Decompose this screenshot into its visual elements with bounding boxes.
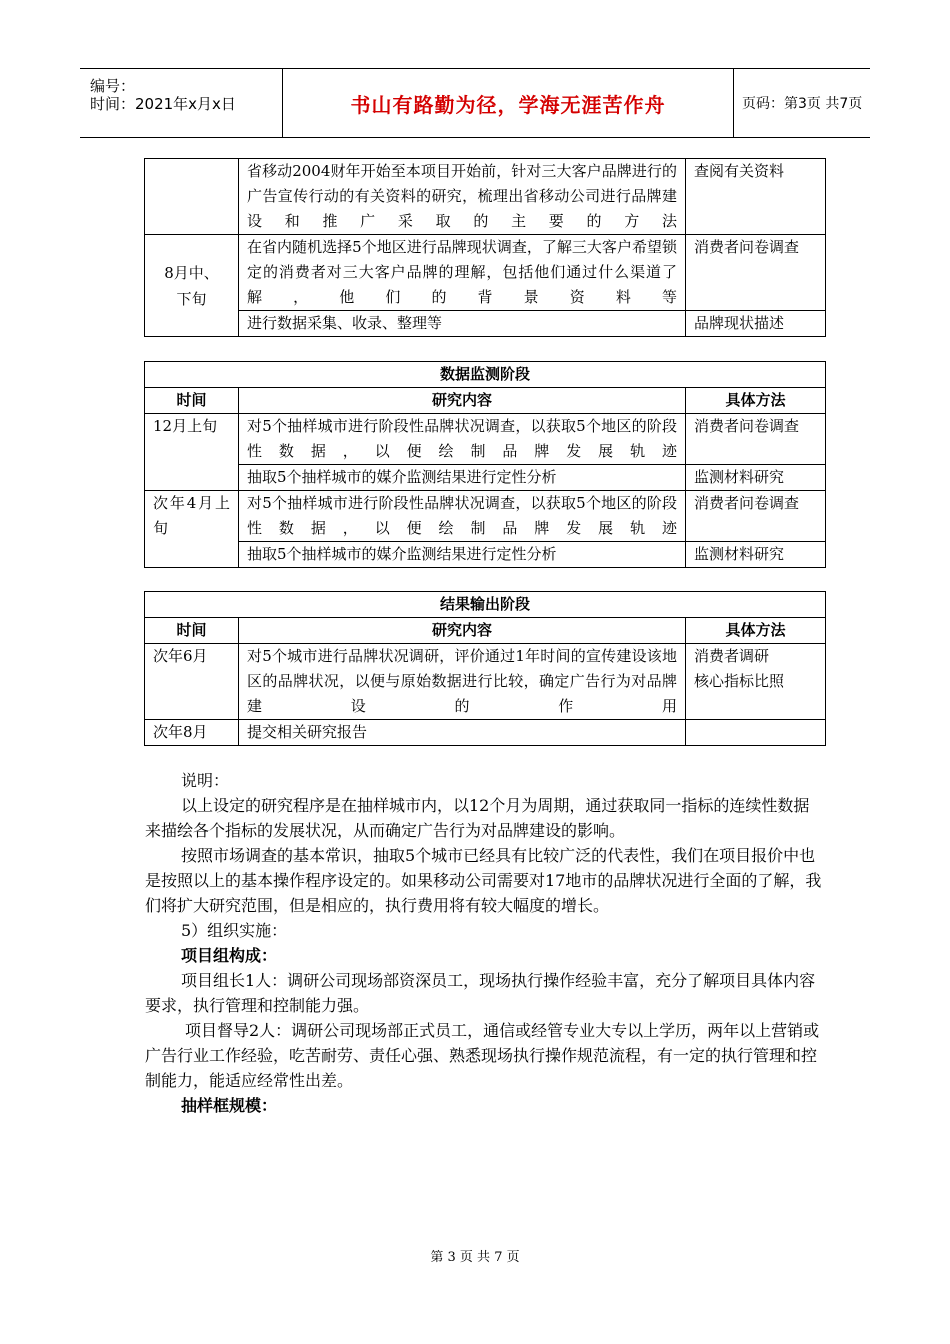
- table-row: [145, 644, 826, 720]
- content-cell: 抽取5个抽样城市的媒介监测结果进行定性分析: [239, 542, 686, 568]
- time-text: 8月中、下旬: [164, 263, 219, 308]
- page-footer: 第 3 页 共 7 页: [430, 1250, 520, 1265]
- content-cell: 对5个抽样城市进行阶段性品牌状况调查，以获取5个地区的阶段性数据，以便绘制品牌发展轨迹: [239, 491, 686, 542]
- col-header-content: 研究内容: [239, 388, 686, 414]
- header-page-cell: [734, 69, 870, 137]
- phase-title: 结果输出阶段: [145, 592, 826, 618]
- time-cell: 次年4月上旬: [145, 491, 239, 568]
- time-cell: 次年6月: [145, 644, 239, 720]
- header-info-cell: [80, 69, 283, 137]
- col-header-time: 时间: [145, 388, 239, 414]
- paragraph: 项目组长1人：调研公司现场部资深员工，现场执行操作经验丰富，充分了解项目具体内容要求，执行管理和控制能力强。: [145, 971, 816, 1015]
- section-heading: 5）组织实施：: [181, 921, 288, 940]
- header-motto-cell: [283, 69, 734, 137]
- phase-title: 数据监测阶段: [145, 362, 826, 388]
- content-cell: 抽取5个抽样城市的媒介监测结果进行定性分析: [239, 465, 686, 491]
- team-heading: 项目组构成：: [181, 946, 278, 965]
- paragraph: 项目督导2人：调研公司现场部正式员工，通信或经管专业大专以上学历，两年以上营销或广告行业工作经验，吃苦耐劳、责任心强、熟悉现场执行操作规范流程，有一定的执行管理和控制能力，能适应经常性出差。: [145, 1021, 820, 1090]
- note-title: 说明：: [181, 771, 230, 790]
- table-row: [145, 720, 826, 746]
- table-row: [145, 542, 826, 568]
- method-line: 核心指标比照: [694, 672, 785, 690]
- col-header-content: 研究内容: [239, 618, 686, 644]
- col-header-method: 具体方法: [686, 388, 826, 414]
- content-cell: 对5个城市进行品牌状况调研，评价通过1年时间的宣传建设该地区的品牌状况，以便与原始数据进行比较，确定广告行为对品牌建设的作用: [239, 644, 686, 720]
- research-plan-table-continued: [144, 158, 826, 337]
- data-monitoring-table: [144, 361, 826, 568]
- table-row: [145, 235, 826, 311]
- content-cell: 在省内随机选择5个地区进行品牌现状调查，了解三大客户希望锁定的消费者对三大客户品牌的理解，包括他们通过什么渠道了解，他们的背景资料等: [239, 235, 686, 311]
- method-cell: [686, 644, 826, 720]
- table-row: [145, 414, 826, 465]
- method-cell: 消费者问卷调查: [686, 491, 826, 542]
- page-label: 页码：第3页 共7页: [742, 96, 863, 112]
- content-cell: 提交相关研究报告: [239, 720, 686, 746]
- time-cell: 次年8月: [145, 720, 239, 746]
- col-header-method: 具体方法: [686, 618, 826, 644]
- method-cell: 品牌现状描述: [686, 311, 826, 337]
- col-header-time: 时间: [145, 618, 239, 644]
- result-output-table: [144, 591, 826, 746]
- time-cell: 12月上旬: [145, 414, 239, 491]
- method-cell: 查阅有关资料: [686, 159, 826, 235]
- table-header-row: [145, 618, 826, 644]
- method-cell: [686, 720, 826, 746]
- time-cell: [145, 235, 239, 337]
- table-row: [145, 465, 826, 491]
- date-label: 时间：2021年x月x日: [90, 95, 236, 113]
- content-cell: 省移动2004财年开始至本项目开始前，针对三大客户品牌进行的广告宣传行动的有关资料的研究，梳理出省移动公司进行品牌建设和推广采取的主要的方法: [239, 159, 686, 235]
- page-header: [80, 68, 870, 138]
- content-cell: 进行数据采集、收录、整理等: [239, 311, 686, 337]
- method-line: 消费者调研: [694, 647, 770, 665]
- sampling-heading: 抽样框规模：: [181, 1096, 278, 1115]
- table-row: [145, 491, 826, 542]
- paragraph: 以上设定的研究程序是在抽样城市内，以12个月为周期，通过获取同一指标的连续性数据来描绘各个指标的发展状况，从而确定广告行为对品牌建设的影响。: [145, 796, 810, 840]
- method-cell: 消费者问卷调查: [686, 235, 826, 311]
- table-row: [145, 311, 826, 337]
- motto: 书山有路勤为径，学海无涯苦作舟: [350, 92, 666, 117]
- number-label: 编号：: [90, 77, 136, 95]
- table-row: [145, 159, 826, 235]
- time-cell: [145, 159, 239, 235]
- body-text: [145, 768, 825, 1118]
- table-header-row: [145, 388, 826, 414]
- method-cell: 监测材料研究: [686, 465, 826, 491]
- content-cell: 对5个抽样城市进行阶段性品牌状况调查，以获取5个地区的阶段性数据，以便绘制品牌发展轨迹: [239, 414, 686, 465]
- method-cell: 监测材料研究: [686, 542, 826, 568]
- method-cell: 消费者问卷调查: [686, 414, 826, 465]
- paragraph: 按照市场调查的基本常识，抽取5个城市已经具有比较广泛的代表性，我们在项目报价中也是按照以上的基本操作程序设定的。如果移动公司需要对17地市的品牌状况进行全面的了解，我们将扩大研究范围，但是相应的，执行费用将有较大幅度的增长。: [145, 846, 822, 915]
